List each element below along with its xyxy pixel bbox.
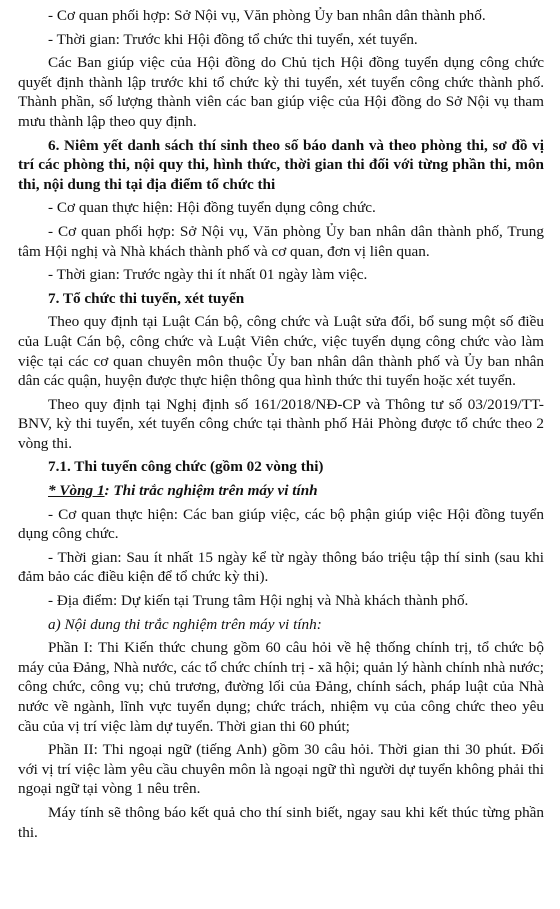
paragraph-time-3: - Thời gian: Sau ít nhất 15 ngày kể từ ngày thông báo triệu tập thí sinh (sau khi đảm bảo các điều kiện để tổ chức kỳ thi).: [18, 548, 544, 586]
round-1-title: : Thi trắc nghiệm trên máy vi tính: [104, 482, 318, 500]
paragraph-results: Máy tính sẽ thông báo kết quả cho thí sinh biết, ngay sau khi kết thúc từng phần thi.: [18, 803, 544, 841]
paragraph-decree-basis: Theo quy định tại Nghị định số 161/2018/NĐ-CP và Thông tư số 03/2019/TT-BNV, kỳ thi tuyển, xét tuyển công chức tại thành phố Hải Phòng được tổ chức theo 2 vòng thi.: [18, 395, 544, 452]
paragraph-location: - Địa điểm: Dự kiến tại Trung tâm Hội nghị và Nhà khách thành phố.: [48, 592, 469, 610]
paragraph-time: - Thời gian: Trước khi Hội đồng tổ chức thi tuyển, xét tuyển.: [48, 30, 418, 48]
paragraph-part-1: Phần I: Thi Kiến thức chung gồm 60 câu hỏi về hệ thống chính trị, tổ chức bộ máy của Đảng, Nhà nước, các tổ chức chính trị - xã hội; quản lý hành chính nhà nước; công chức, công vụ; chủ trương, đường lối của Đảng, chính sách, pháp luật của Nhà nước về ngành, lĩnh vực tuyển dụng; chức trách, nhiệm vụ của công chức theo yêu cầu của vị trí việc làm dự tuyển. Thời gian thi 60 phút;: [18, 639, 544, 735]
paragraph-implementing-agency: - Cơ quan thực hiện: Hội đồng tuyển dụng công chức.: [48, 199, 376, 217]
paragraph-law-basis: Theo quy định tại Luật Cán bộ, công chức và Luật sửa đổi, bổ sung một số điều của Luật Cán bộ, công chức và Luật Viên chức, việc tuyển dụng công chức vào làm việc tại các cơ quan chuyên môn thuộc Ủy ban nhân dân thành phố và Ủy ban nhân dân các quận, huyện được thực hiện thông qua hình thức thi tuyển hoặc xét tuyển.: [18, 313, 544, 390]
round-1-heading: [18, 481, 544, 501]
heading-section-7-1: 7.1. Thi tuyển công chức (gồm 02 vòng thi): [48, 458, 324, 476]
heading-section-7: 7. Tổ chức thi tuyển, xét tuyển: [48, 289, 245, 307]
paragraph-coordinating-agency-2: - Cơ quan phối hợp: Sở Nội vụ, Văn phòng Ủy ban nhân dân thành phố, Trung tâm Hội nghị và Nhà khách thành phố và cơ quan, đơn vị liên quan.: [18, 222, 544, 260]
paragraph-coordinating-agency: - Cơ quan phối hợp: Sở Nội vụ, Văn phòng Ủy ban nhân dân thành phố.: [48, 7, 486, 24]
round-1-label: * Vòng 1: [48, 482, 105, 500]
paragraph-test-content-heading: a) Nội dung thi trắc nghiệm trên máy vi tính:: [48, 615, 322, 633]
paragraph-time-2: - Thời gian: Trước ngày thi ít nhất 01 ngày làm việc.: [48, 266, 368, 284]
paragraph-support-boards: Các Ban giúp việc của Hội đồng do Chủ tịch Hội đồng tuyển dụng công chức quyết định thành lập trước khi tổ chức kỳ thi tuyển, xét tuyển công chức thành phố. Thành phần, số lượng thành viên các ban giúp việc của Hội đồng do Sở Nội vụ tham mưu thành lập theo quy định.: [18, 54, 544, 130]
heading-section-6: 6. Niêm yết danh sách thí sinh theo số báo danh và theo phòng thi, sơ đồ vị trí các phòng thi, nội quy thi, hình thức, thời gian thi đối với từng phần thi, môn thi, nội dung thi tại địa điểm tổ chức thi: [18, 136, 544, 193]
paragraph-part-2: Phần II: Thi ngoại ngữ (tiếng Anh) gồm 30 câu hỏi. Thời gian thi 30 phút. Đối với vị trí việc làm yêu cầu chuyên môn là ngoại ngữ thì người dự tuyển không phải thi ngoại ngữ tại vòng 1 nêu trên.: [18, 741, 544, 798]
paragraph-implementing-agency-2: - Cơ quan thực hiện: Các ban giúp việc, các bộ phận giúp việc Hội đồng tuyển dụng công chức.: [18, 505, 544, 543]
